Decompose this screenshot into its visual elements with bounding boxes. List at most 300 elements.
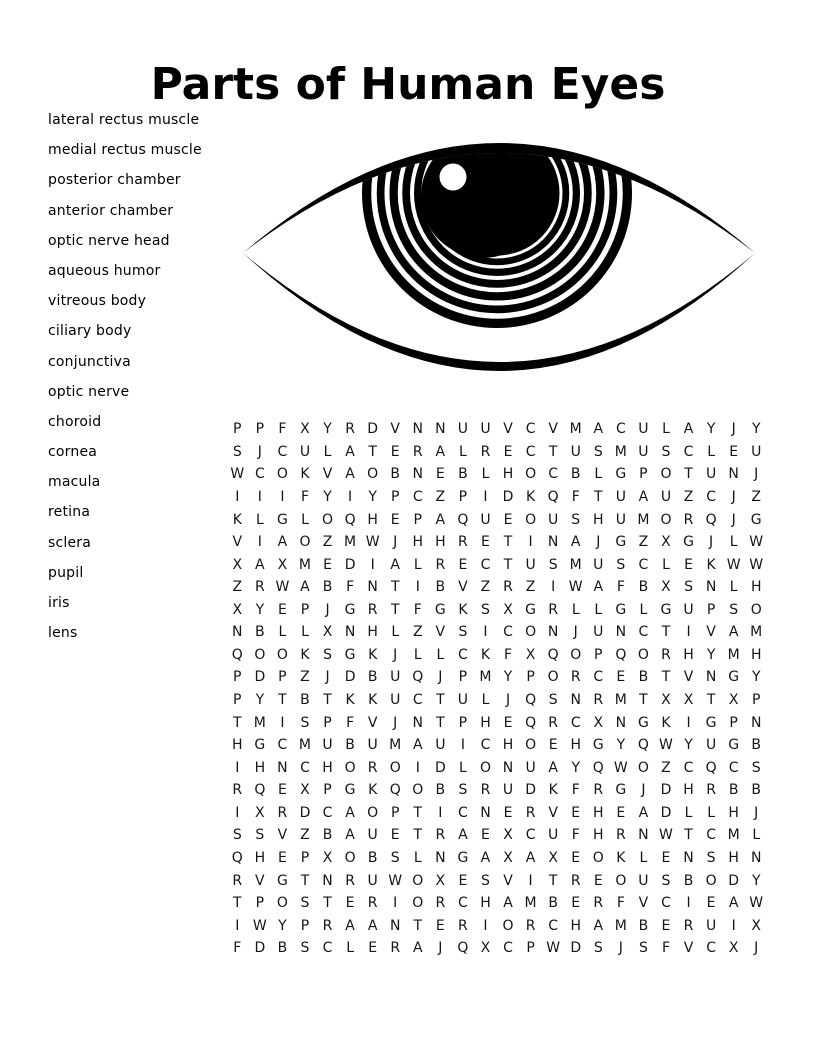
grid-cell: K (661, 714, 671, 731)
grid-cell: A (548, 759, 558, 776)
word-list-item: aqueous humor (48, 262, 161, 279)
grid-cell: I (235, 488, 240, 505)
grid-cell: R (390, 940, 401, 957)
grid-cell: L (255, 511, 264, 528)
grid-cell: L (436, 646, 445, 663)
grid-cell: N (502, 759, 514, 776)
grid-cell: G (615, 601, 627, 618)
grid-cell: T (661, 669, 671, 686)
word-list-item: optic nerve (48, 383, 130, 400)
grid-cell: R (458, 534, 468, 551)
grid-cell: E (277, 601, 287, 618)
grid-cell: R (232, 782, 243, 799)
grid-cell: K (548, 782, 558, 799)
grid-cell: J (641, 782, 646, 799)
grid-cell: C (300, 759, 310, 776)
grid-cell: W (546, 940, 561, 957)
grid-cell: U (683, 601, 694, 618)
grid-cell: V (683, 669, 694, 686)
grid-cell: G (276, 511, 288, 528)
grid-cell: G (276, 872, 288, 889)
grid-cell: S (458, 782, 468, 799)
grid-cell: C (458, 646, 468, 663)
grid-cell: C (570, 714, 581, 731)
grid-cell: U (367, 737, 378, 754)
grid-cell: D (728, 872, 740, 889)
grid-cell: X (503, 601, 513, 618)
grid-cell: E (481, 534, 490, 551)
grid-cell: P (729, 714, 738, 731)
grid-cell: G (660, 601, 672, 618)
grid-cell: I (460, 737, 465, 754)
grid-cell: I (483, 917, 488, 934)
grid-cell: J (618, 940, 623, 957)
grid-cell: N (435, 421, 446, 438)
grid-cell: W (613, 759, 628, 776)
grid-cell: U (593, 556, 604, 573)
grid-cell: T (278, 692, 287, 709)
grid-cell: E (458, 556, 468, 573)
grid-cell: J (257, 443, 262, 460)
grid-cell: O (502, 917, 514, 934)
grid-cell: E (390, 443, 400, 460)
grid-cell: R (683, 917, 694, 934)
grid-cell: P (390, 488, 400, 505)
grid-cell: X (683, 692, 694, 709)
grid-cell: F (616, 579, 625, 596)
grid-cell: A (728, 624, 739, 641)
grid-cell: N (750, 714, 762, 731)
grid-cell: S (300, 895, 310, 912)
grid-cell: G (705, 714, 717, 731)
grid-cell: J (731, 488, 736, 505)
grid-cell: F (571, 827, 580, 844)
grid-cell: U (548, 511, 559, 528)
grid-cell: V (683, 940, 694, 957)
grid-cell: G (728, 669, 740, 686)
grid-cell: K (368, 782, 378, 799)
grid-cell: I (393, 895, 398, 912)
grid-cell: F (571, 488, 580, 505)
grid-cell: X (503, 849, 513, 866)
grid-cell: M (614, 443, 627, 460)
grid-cell: O (592, 849, 604, 866)
grid-cell: D (254, 940, 266, 957)
grid-cell: N (232, 624, 243, 641)
grid-cell: E (503, 804, 513, 821)
grid-cell: T (368, 443, 377, 460)
grid-cell: M (389, 737, 402, 754)
grid-cell: Y (503, 669, 513, 686)
grid-cell: A (458, 827, 468, 844)
grid-cell: O (570, 646, 582, 663)
grid-cell: K (368, 692, 378, 709)
grid-cell: S (323, 646, 332, 663)
grid-cell: V (232, 534, 243, 551)
grid-cell: R (706, 782, 716, 799)
grid-cell: B (751, 782, 762, 799)
grid-cell: S (255, 827, 265, 844)
grid-cell: N (570, 692, 581, 709)
grid-cell: E (368, 940, 378, 957)
grid-cell: U (593, 624, 604, 641)
grid-cell: G (525, 601, 537, 618)
grid-cell: L (571, 601, 580, 618)
grid-cell: K (480, 646, 491, 663)
grid-cell: X (435, 872, 446, 889)
grid-cell: S (300, 714, 310, 731)
grid-cell: M (298, 737, 312, 754)
grid-cell: Q (525, 714, 537, 731)
grid-cell: H (593, 511, 604, 528)
grid-cell: G (615, 534, 627, 551)
grid-cell: M (750, 624, 763, 641)
grid-cell: R (435, 895, 446, 912)
grid-cell: R (345, 421, 355, 438)
grid-cell: A (593, 421, 604, 438)
grid-cell: O (276, 646, 288, 663)
grid-cell: R (683, 511, 694, 528)
word-search-grid (226, 418, 768, 960)
grid-cell: U (322, 737, 333, 754)
grid-cell: O (389, 759, 401, 776)
grid-cell: G (254, 737, 266, 754)
word-list-item: anterior chamber (48, 202, 174, 219)
grid-cell: M (727, 827, 740, 844)
grid-cell: L (752, 827, 761, 844)
grid-cell: J (754, 940, 759, 957)
grid-cell: A (435, 443, 446, 460)
grid-cell: R (322, 917, 333, 934)
grid-cell: C (503, 624, 513, 641)
grid-cell: N (412, 466, 424, 483)
grid-cell: I (415, 759, 420, 776)
grid-cell: W (365, 534, 380, 551)
grid-cell: C (458, 895, 468, 912)
grid-cell: I (257, 534, 262, 551)
grid-cell: C (412, 488, 423, 505)
grid-cell: E (661, 917, 671, 934)
grid-cell: W (749, 895, 764, 912)
grid-cell: M (637, 511, 650, 528)
grid-cell: U (638, 872, 649, 889)
grid-cell: I (348, 488, 353, 505)
grid-cell: K (458, 601, 468, 618)
grid-cell: G (637, 714, 649, 731)
grid-cell: B (390, 466, 401, 483)
grid-cell: R (458, 917, 468, 934)
grid-cell: P (233, 421, 242, 438)
grid-cell: R (367, 601, 378, 618)
grid-cell: B (638, 579, 649, 596)
grid-cell: U (480, 421, 491, 438)
grid-cell: S (751, 759, 761, 776)
grid-cell: T (503, 534, 513, 551)
grid-cell: S (661, 443, 671, 460)
grid-cell: E (481, 827, 490, 844)
grid-cell: W (659, 827, 673, 844)
grid-cell: Q (615, 646, 627, 663)
page-title: Parts of Human Eyes (150, 59, 666, 111)
grid-cell: L (301, 624, 309, 641)
grid-cell: R (367, 895, 378, 912)
grid-cell: D (344, 556, 356, 573)
grid-cell: F (300, 488, 309, 505)
grid-cell: U (751, 443, 762, 460)
grid-cell: A (683, 421, 694, 438)
grid-cell: E (277, 782, 287, 799)
grid-cell: V (390, 421, 400, 438)
grid-cell: C (254, 466, 265, 483)
grid-cell: O (547, 669, 559, 686)
grid-cell: P (233, 692, 242, 709)
grid-cell: F (278, 421, 287, 438)
grid-cell: A (255, 556, 265, 573)
grid-cell: B (277, 940, 288, 957)
grid-cell: J (596, 534, 601, 551)
grid-cell: V (503, 872, 513, 889)
grid-cell: H (254, 759, 266, 776)
grid-cell: O (637, 646, 649, 663)
grid-cell: N (705, 579, 717, 596)
grid-cell: T (413, 827, 423, 844)
grid-cell: H (570, 737, 581, 754)
grid-cell: V (367, 714, 378, 731)
grid-cell: A (345, 443, 355, 460)
grid-cell: E (503, 443, 513, 460)
grid-cell: C (638, 624, 649, 641)
grid-cell: Z (480, 579, 491, 596)
grid-cell: H (728, 849, 739, 866)
grid-cell: W (252, 917, 267, 934)
grid-cell: P (278, 669, 287, 686)
grid-cell: D (525, 782, 536, 799)
grid-cell: J (325, 601, 330, 618)
grid-cell: S (481, 601, 490, 618)
grid-cell: V (548, 804, 558, 821)
grid-cell: D (344, 669, 356, 686)
grid-cell: S (593, 940, 603, 957)
grid-cell: U (457, 421, 469, 438)
grid-cell: A (345, 827, 355, 844)
grid-cell: C (480, 737, 491, 754)
grid-cell: A (345, 466, 355, 483)
grid-cell: U (390, 692, 401, 709)
grid-cell: N (705, 669, 717, 686)
grid-cell: C (503, 940, 513, 957)
grid-cell: X (277, 556, 288, 573)
word-list-item: macula (48, 474, 101, 491)
grid-cell: C (683, 443, 694, 460)
grid-cell: O (750, 601, 762, 618)
grid-cell: Z (661, 759, 671, 776)
grid-cell: T (413, 804, 423, 821)
grid-cell: R (345, 872, 355, 889)
grid-cell: I (235, 917, 240, 934)
grid-cell: L (684, 804, 693, 821)
grid-cell: H (502, 466, 514, 483)
grid-cell: X (751, 917, 762, 934)
eye-illustration (240, 135, 760, 375)
grid-cell: F (504, 646, 513, 663)
grid-cell: H (480, 895, 491, 912)
grid-cell: U (705, 737, 717, 754)
grid-cell: U (615, 488, 626, 505)
grid-cell: C (706, 940, 716, 957)
grid-cell: I (235, 804, 240, 821)
grid-cell: S (706, 849, 716, 866)
grid-cell: N (412, 421, 424, 438)
grid-cell: S (458, 624, 468, 641)
grid-cell: N (750, 849, 762, 866)
grid-cell: E (616, 669, 626, 686)
grid-cell: L (707, 443, 715, 460)
grid-cell: G (750, 511, 762, 528)
grid-cell: B (751, 737, 762, 754)
grid-cell: D (299, 804, 311, 821)
grid-cell: I (686, 624, 691, 641)
grid-cell: L (459, 443, 467, 460)
grid-cell: O (412, 782, 424, 799)
grid-cell: C (277, 737, 288, 754)
grid-cell: L (662, 421, 670, 438)
grid-cell: R (661, 646, 671, 663)
grid-cell: P (255, 421, 265, 438)
grid-cell: L (413, 849, 422, 866)
grid-cell: C (706, 827, 716, 844)
grid-cell: U (435, 737, 446, 754)
grid-cell: G (344, 782, 356, 799)
grid-cell: E (684, 556, 693, 573)
grid-cell: E (435, 917, 445, 934)
word-list-item: ciliary body (48, 323, 132, 340)
grid-cell: L (391, 624, 400, 641)
grid-cell: Q (457, 940, 469, 957)
grid-cell: E (277, 849, 287, 866)
grid-cell: Y (571, 759, 580, 776)
grid-cell: B (322, 827, 333, 844)
grid-cell: U (457, 692, 469, 709)
grid-cell: U (390, 669, 401, 686)
grid-cell: Q (457, 511, 469, 528)
word-list-item: medial rectus muscle (48, 142, 202, 159)
word-list-item: lens (48, 625, 78, 642)
grid-cell: M (614, 692, 627, 709)
grid-cell: N (728, 466, 739, 483)
grid-cell: J (731, 421, 736, 438)
grid-cell: M (298, 556, 312, 573)
grid-cell: X (593, 714, 604, 731)
grid-cell: S (661, 872, 671, 889)
grid-cell: T (390, 579, 400, 596)
grid-cell: N (277, 759, 288, 776)
grid-cell: I (235, 759, 240, 776)
grid-cell: Q (547, 488, 559, 505)
word-list-item: optic nerve head (48, 232, 170, 249)
grid-cell: Y (751, 669, 761, 686)
grid-cell: M (479, 669, 492, 686)
grid-cell: D (660, 782, 672, 799)
grid-cell: W (275, 579, 290, 596)
grid-cell: O (525, 624, 537, 641)
grid-cell: V (435, 624, 446, 641)
grid-cell: P (458, 669, 468, 686)
grid-cell: P (233, 669, 242, 686)
grid-cell: R (525, 917, 536, 934)
grid-cell: M (569, 421, 582, 438)
grid-cell: M (727, 646, 740, 663)
grid-cell: R (548, 714, 559, 731)
grid-cell: K (345, 692, 355, 709)
grid-cell: R (593, 782, 604, 799)
grid-cell: B (638, 917, 649, 934)
grid-cell: F (616, 895, 625, 912)
grid-cell: X (661, 692, 671, 709)
grid-cell: Z (300, 669, 310, 686)
grid-cell: A (570, 534, 581, 551)
grid-cell: K (300, 466, 310, 483)
grid-cell: Q (344, 511, 356, 528)
grid-cell: Y (706, 421, 716, 438)
grid-cell: W (388, 872, 403, 889)
grid-cell: J (325, 669, 330, 686)
grid-cell: Z (638, 534, 649, 551)
grid-cell: O (637, 759, 649, 776)
grid-cell: P (300, 601, 310, 618)
grid-cell: U (525, 759, 536, 776)
grid-cell: A (638, 804, 649, 821)
grid-cell: O (412, 895, 424, 912)
grid-cell: H (570, 917, 581, 934)
grid-cell: R (570, 872, 581, 889)
grid-cell: X (503, 827, 513, 844)
grid-cell: G (728, 737, 740, 754)
grid-cell: J (754, 804, 759, 821)
grid-cell: T (233, 714, 242, 731)
grid-cell: E (435, 466, 445, 483)
grid-cell: M (253, 714, 266, 731)
grid-cell: I (257, 488, 262, 505)
grid-cell: O (660, 466, 672, 483)
grid-cell: O (525, 511, 537, 528)
grid-cell: A (412, 737, 423, 754)
grid-cell: F (571, 782, 580, 799)
grid-cell: H (593, 804, 604, 821)
grid-cell: J (438, 940, 443, 957)
grid-cell: B (458, 466, 468, 483)
grid-cell: B (322, 579, 333, 596)
grid-cell: E (323, 556, 332, 573)
grid-cell: C (322, 940, 333, 957)
grid-cell: N (367, 579, 378, 596)
grid-cell: H (412, 534, 424, 551)
grid-cell: B (367, 669, 378, 686)
grid-cell: C (412, 692, 423, 709)
grid-cell: O (412, 872, 424, 889)
grid-cell: P (751, 692, 761, 709)
grid-cell: O (344, 759, 356, 776)
grid-cell: Y (368, 488, 377, 505)
grid-cell: V (503, 421, 513, 438)
grid-cell: C (525, 827, 536, 844)
grid-cell: V (548, 421, 558, 438)
grid-cell: T (436, 714, 445, 731)
grid-cell: H (367, 511, 378, 528)
grid-cell: Q (254, 782, 266, 799)
grid-cell: N (480, 804, 491, 821)
grid-cell: U (705, 466, 717, 483)
grid-cell: H (683, 782, 694, 799)
